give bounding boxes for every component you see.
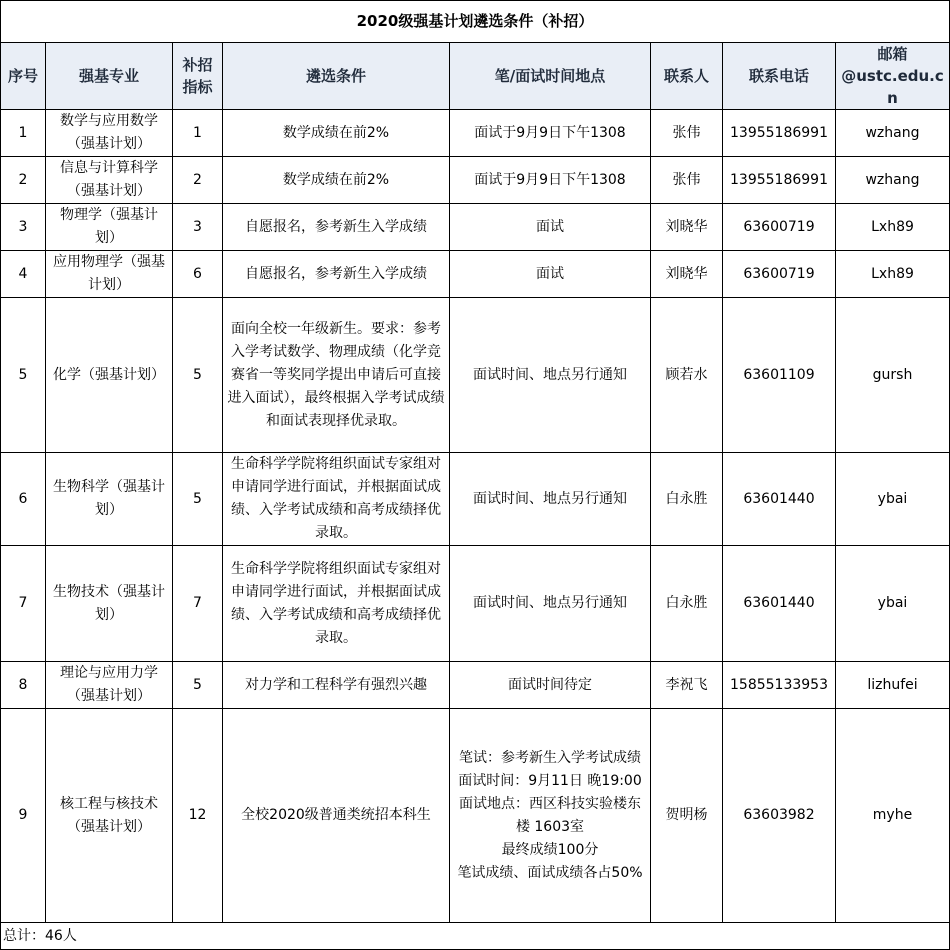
cell-major: 数学与应用数学（强基计划） — [46, 110, 173, 157]
header-criteria: 遴选条件 — [223, 43, 450, 110]
cell-exam: 面试时间、地点另行通知 — [450, 298, 651, 453]
cell-phone: 63600719 — [723, 251, 836, 298]
cell-phone: 63601440 — [723, 453, 836, 546]
cell-criteria: 数学成绩在前2% — [223, 110, 450, 157]
cell-criteria: 生命科学学院将组织面试专家组对申请同学进行面试，并根据面试成绩、入学考试成绩和高考成绩择优录取。 — [223, 453, 450, 546]
cell-quota: 2 — [173, 157, 223, 204]
cell-major: 应用物理学（强基计划） — [46, 251, 173, 298]
cell-major: 物理学（强基计划） — [46, 204, 173, 251]
cell-phone: 63601109 — [723, 298, 836, 453]
header-contact: 联系人 — [651, 43, 723, 110]
cell-email: lizhufei — [836, 662, 950, 709]
cell-contact: 李祝飞 — [651, 662, 723, 709]
cell-quota: 1 — [173, 110, 223, 157]
cell-quota: 5 — [173, 662, 223, 709]
cell-quota: 5 — [173, 298, 223, 453]
cell-exam: 面试于9月9日下午1308 — [450, 157, 651, 204]
cell-email: wzhang — [836, 157, 950, 204]
header-major: 强基专业 — [46, 43, 173, 110]
cell-seq: 8 — [1, 662, 46, 709]
cell-contact: 张伟 — [651, 157, 723, 204]
cell-criteria: 全校2020级普通类统招本科生 — [223, 709, 450, 923]
cell-contact: 白永胜 — [651, 546, 723, 662]
cell-quota: 6 — [173, 251, 223, 298]
cell-phone: 63601440 — [723, 546, 836, 662]
header-phone: 联系电话 — [723, 43, 836, 110]
table-row — [1, 157, 950, 204]
cell-email: ybai — [836, 546, 950, 662]
cell-seq: 6 — [1, 453, 46, 546]
cell-major: 化学（强基计划） — [46, 298, 173, 453]
table-row — [1, 204, 950, 251]
table-row — [1, 110, 950, 157]
cell-major: 生物技术（强基计划） — [46, 546, 173, 662]
header-email: 邮箱 @ustc.edu.cn — [836, 43, 950, 110]
cell-contact: 顾若水 — [651, 298, 723, 453]
table-row — [1, 453, 950, 546]
header-exam: 笔/面试时间地点 — [450, 43, 651, 110]
table-row — [1, 546, 950, 662]
cell-major: 理论与应用力学（强基计划） — [46, 662, 173, 709]
cell-criteria: 对力学和工程科学有强烈兴趣 — [223, 662, 450, 709]
cell-seq: 7 — [1, 546, 46, 662]
cell-contact: 刘晓华 — [651, 204, 723, 251]
cell-contact: 刘晓华 — [651, 251, 723, 298]
cell-exam: 面试于9月9日下午1308 — [450, 110, 651, 157]
table-row — [1, 251, 950, 298]
cell-exam: 笔试：参考新生入学考试成绩 面试时间：9月11日 晚19:00 面试地点：西区科技实验楼东楼 1603室 最终成绩100分 笔试成绩、面试成绩各占50% — [450, 709, 651, 923]
cell-contact: 贺明杨 — [651, 709, 723, 923]
header-quota: 补招 指标 — [173, 43, 223, 110]
table-title: 2020级强基计划遴选条件（补招） — [1, 1, 950, 43]
cell-quota: 5 — [173, 453, 223, 546]
total-row — [1, 923, 950, 950]
cell-contact: 白永胜 — [651, 453, 723, 546]
cell-major: 核工程与核技术（强基计划） — [46, 709, 173, 923]
cell-criteria: 数学成绩在前2% — [223, 157, 450, 204]
table-row — [1, 709, 950, 923]
cell-quota: 3 — [173, 204, 223, 251]
cell-seq: 3 — [1, 204, 46, 251]
cell-seq: 5 — [1, 298, 46, 453]
cell-seq: 1 — [1, 110, 46, 157]
cell-exam: 面试时间待定 — [450, 662, 651, 709]
cell-phone: 63603982 — [723, 709, 836, 923]
cell-exam: 面试 — [450, 204, 651, 251]
total-count: 总计：46人 — [1, 923, 950, 950]
cell-phone: 63600719 — [723, 204, 836, 251]
cell-exam: 面试时间、地点另行通知 — [450, 453, 651, 546]
header-row — [1, 43, 950, 110]
cell-exam: 面试 — [450, 251, 651, 298]
cell-seq: 4 — [1, 251, 46, 298]
cell-phone: 15855133953 — [723, 662, 836, 709]
cell-criteria: 自愿报名，参考新生入学成绩 — [223, 251, 450, 298]
cell-criteria: 面向全校一年级新生。要求：参考入学考试数学、物理成绩（化学竞赛省一等奖同学提出申请后可直接进入面试），最终根据入学考试成绩和面试表现择优录取。 — [223, 298, 450, 453]
cell-email: Lxh89 — [836, 251, 950, 298]
cell-phone: 13955186991 — [723, 110, 836, 157]
cell-email: myhe — [836, 709, 950, 923]
table-row — [1, 662, 950, 709]
cell-email: wzhang — [836, 110, 950, 157]
cell-seq: 2 — [1, 157, 46, 204]
cell-criteria: 自愿报名，参考新生入学成绩 — [223, 204, 450, 251]
cell-seq: 9 — [1, 709, 46, 923]
cell-exam: 面试时间、地点另行通知 — [450, 546, 651, 662]
cell-quota: 7 — [173, 546, 223, 662]
table-row — [1, 298, 950, 453]
header-seq: 序号 — [1, 43, 46, 110]
cell-quota: 12 — [173, 709, 223, 923]
cell-major: 生物科学（强基计划） — [46, 453, 173, 546]
cell-contact: 张伟 — [651, 110, 723, 157]
cell-email: ybai — [836, 453, 950, 546]
cell-phone: 13955186991 — [723, 157, 836, 204]
cell-email: Lxh89 — [836, 204, 950, 251]
cell-email: gursh — [836, 298, 950, 453]
cell-criteria: 生命科学学院将组织面试专家组对申请同学进行面试，并根据面试成绩、入学考试成绩和高考成绩择优录取。 — [223, 546, 450, 662]
cell-major: 信息与计算科学（强基计划） — [46, 157, 173, 204]
